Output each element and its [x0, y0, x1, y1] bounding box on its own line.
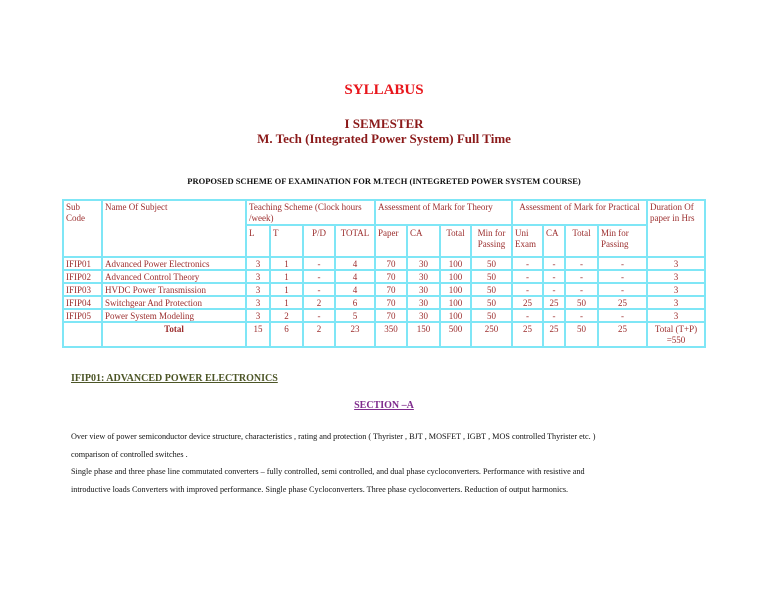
course-heading: IFIP01: ADVANCED POWER ELECTRONICS: [71, 373, 278, 384]
table-row: [63, 309, 705, 322]
cell-pd: -: [303, 309, 335, 322]
cell-practical-min: -: [598, 257, 647, 270]
scheme-heading: PROPOSED SCHEME OF EXAMINATION FOR M.TECH (INTEGRETED POWER SYSTEM COURSE): [187, 176, 581, 186]
cell-duration: 3: [647, 257, 705, 270]
cell-practical-min: -: [598, 309, 647, 322]
total-ca: 150: [407, 322, 440, 347]
header-total-hours: TOTAL: [335, 225, 375, 257]
cell-ca: 30: [407, 270, 440, 283]
total-paper: 350: [375, 322, 407, 347]
cell-practical-min: -: [598, 283, 647, 296]
cell-uni-exam: -: [512, 283, 543, 296]
cell-practical-ca: 25: [543, 296, 565, 309]
sub-code: IFIP02: [63, 270, 102, 283]
cell-practical-min: -: [598, 270, 647, 283]
course-line-3: Single phase and three phase line commutated converters – fully controlled, semi controlled, and dual phase cycloconverters. Performance with resistive and: [71, 467, 585, 476]
cell-t: 1: [270, 296, 303, 309]
cell-practical-ca: -: [543, 283, 565, 296]
cell-ca: 30: [407, 257, 440, 270]
cell-theory-total: 100: [440, 309, 471, 322]
exam-scheme-table: [62, 199, 706, 348]
cell-practical-total: 50: [565, 296, 598, 309]
course-line-4: introductive loads Converters with improved performance. Single phase Cycloconverters. Three phase cycloconverters. Reduction of output harmonics.: [71, 485, 569, 494]
cell-ca: 30: [407, 296, 440, 309]
cell-t: 1: [270, 283, 303, 296]
cell-uni-exam: -: [512, 257, 543, 270]
total-l: 15: [246, 322, 270, 347]
cell-practical-total: -: [565, 309, 598, 322]
total-min-passing: 250: [471, 322, 512, 347]
cell-duration: 3: [647, 270, 705, 283]
subject-name: HVDC Power Transmission: [102, 283, 246, 296]
cell-theory-total: 100: [440, 283, 471, 296]
table-row: [63, 257, 705, 270]
sub-code: IFIP03: [63, 283, 102, 296]
cell-theory-total: 100: [440, 257, 471, 270]
cell-theory-total: 100: [440, 270, 471, 283]
sub-code: IFIP04: [63, 296, 102, 309]
cell-paper: 70: [375, 296, 407, 309]
header-practical-ca: CA: [543, 225, 565, 257]
header-paper: Paper: [375, 225, 407, 257]
total-row: [63, 322, 705, 347]
program-heading: M. Tech (Integrated Power System) Full Time: [257, 131, 511, 146]
cell-pd: -: [303, 270, 335, 283]
cell-l: 3: [246, 283, 270, 296]
total-pd: 2: [303, 322, 335, 347]
cell-ca: 30: [407, 283, 440, 296]
cell-practical-min: 25: [598, 296, 647, 309]
total-t: 6: [270, 322, 303, 347]
total-practical-total: 50: [565, 322, 598, 347]
cell-l: 3: [246, 309, 270, 322]
cell-duration: 3: [647, 309, 705, 322]
cell-total-hours: 4: [335, 257, 375, 270]
header-t: T: [270, 225, 303, 257]
cell-paper: 70: [375, 309, 407, 322]
course-line-2: comparison of controlled switches .: [71, 450, 188, 459]
cell-pd: -: [303, 257, 335, 270]
table-row: [63, 270, 705, 283]
total-duration: Total (T+P) =550: [647, 322, 705, 347]
cell-total-hours: 4: [335, 270, 375, 283]
cell-paper: 70: [375, 270, 407, 283]
header-practical-min-passing: Min for Passing: [598, 225, 647, 257]
cell-total-hours: 6: [335, 296, 375, 309]
cell-duration: 3: [647, 283, 705, 296]
cell-t: 1: [270, 270, 303, 283]
header-min-passing: Min for Passing: [471, 225, 512, 257]
cell-min-passing: 50: [471, 257, 512, 270]
course-line-1: Over view of power semiconductor device structure, characteristics , rating and protection ( Thyrister , BJT , MOSFET , IGBT , MOS controlled Thyrister etc. ): [71, 432, 596, 441]
header-l: L: [246, 225, 270, 257]
total-label: Total: [102, 322, 246, 347]
cell-l: 3: [246, 270, 270, 283]
cell-total-hours: 4: [335, 283, 375, 296]
subject-name: Switchgear And Protection: [102, 296, 246, 309]
header-row-1: [63, 200, 705, 225]
cell-practical-total: -: [565, 257, 598, 270]
sub-code: IFIP05: [63, 309, 102, 322]
total-hours: 23: [335, 322, 375, 347]
total-code-empty: [63, 322, 102, 347]
header-practical-assessment: Assessment of Mark for Practical: [512, 200, 647, 225]
cell-l: 3: [246, 257, 270, 270]
cell-practical-total: -: [565, 283, 598, 296]
cell-t: 1: [270, 257, 303, 270]
cell-uni-exam: -: [512, 309, 543, 322]
header-sub-code: Sub Code: [63, 200, 102, 257]
total-practical-ca: 25: [543, 322, 565, 347]
sub-code: IFIP01: [63, 257, 102, 270]
cell-t: 2: [270, 309, 303, 322]
header-duration: Duration Of paper in Hrs: [647, 200, 705, 257]
cell-min-passing: 50: [471, 296, 512, 309]
cell-min-passing: 50: [471, 309, 512, 322]
cell-ca: 30: [407, 309, 440, 322]
header-theory-assessment: Assessment of Mark for Theory: [375, 200, 512, 225]
header-subject-name: Name Of Subject: [102, 200, 246, 257]
header-teaching-scheme: Teaching Scheme (Clock hours /week): [246, 200, 375, 225]
cell-practical-ca: -: [543, 309, 565, 322]
cell-uni-exam: 25: [512, 296, 543, 309]
header-practical-total: Total: [565, 225, 598, 257]
cell-min-passing: 50: [471, 283, 512, 296]
cell-total-hours: 5: [335, 309, 375, 322]
cell-min-passing: 50: [471, 270, 512, 283]
cell-duration: 3: [647, 296, 705, 309]
semester-heading: I SEMESTER: [344, 116, 424, 131]
cell-practical-ca: -: [543, 257, 565, 270]
subject-name: Advanced Control Theory: [102, 270, 246, 283]
cell-practical-ca: -: [543, 270, 565, 283]
cell-l: 3: [246, 296, 270, 309]
cell-pd: -: [303, 283, 335, 296]
cell-paper: 70: [375, 283, 407, 296]
total-uni-exam: 25: [512, 322, 543, 347]
cell-theory-total: 100: [440, 296, 471, 309]
table-row: [63, 283, 705, 296]
table-row: [63, 296, 705, 309]
cell-uni-exam: -: [512, 270, 543, 283]
header-uni-exam: Uni Exam: [512, 225, 543, 257]
header-ca: CA: [407, 225, 440, 257]
section-heading: SECTION –A: [354, 400, 414, 411]
total-practical-min: 25: [598, 322, 647, 347]
syllabus-title: SYLLABUS: [344, 82, 424, 98]
subject-name: Power System Modeling: [102, 309, 246, 322]
cell-paper: 70: [375, 257, 407, 270]
cell-practical-total: -: [565, 270, 598, 283]
total-theory-total: 500: [440, 322, 471, 347]
cell-pd: 2: [303, 296, 335, 309]
header-pd: P/D: [303, 225, 335, 257]
subject-name: Advanced Power Electronics: [102, 257, 246, 270]
header-theory-total: Total: [440, 225, 471, 257]
